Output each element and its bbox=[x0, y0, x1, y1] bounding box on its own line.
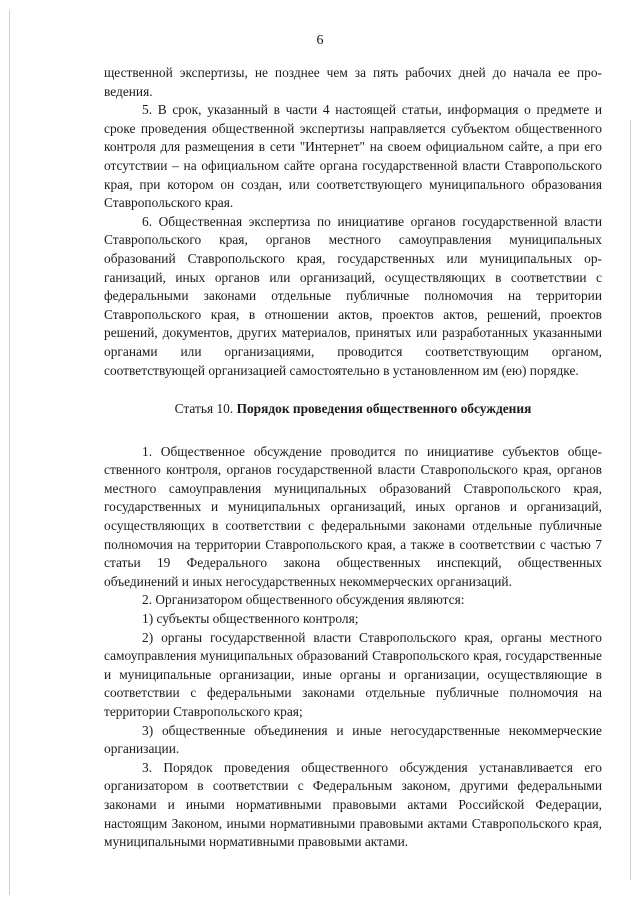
article-number: Статья 10. bbox=[174, 401, 237, 417]
article-title: Порядок проведения общественного обсуждения bbox=[236, 401, 532, 417]
list-item-10-2-2: 2) органы государственной власти Ставропольского края, органы местного самоуправления муниципальных образований Ставропольского края, государственные и муниципальные организации, иные органы и организации, осуществляющие в соответствии с федеральными законами отдельные публичные полномочия на территории Ставропольского края; bbox=[104, 629, 602, 719]
list-item-10-2-3: 3) общественные объединения и иные негосударственные некоммерческие организации. bbox=[104, 722, 602, 757]
document-body bbox=[104, 64, 602, 852]
paragraph-continued: щественной экспертизы, не позднее чем за пять рабочих дней до начала ее проведения. bbox=[104, 65, 602, 99]
paragraph-9-5: 5. В срок, указанный в части 4 настоящей статьи, информация о предмете и сроке проведения общественной экспертизы направляется субъектом общественного контроля для размещения в сети "Интернет" на своем официальном сайте, а при его отсутствии – на официальном сайте органа государственной власти Ставропольского края, при котором он создан, или соответствующего муниципального образования Ставропольского края. bbox=[104, 102, 602, 211]
paragraph-10-1: 1. Общественное обсуждение проводится по инициативе субъектов общественного контроля, органов государственной власти Ставропольского края, органов местного самоуправления муниципальных образований Ставропольского края, государственных и муниципальных организаций, иных органов и организаций, осуществляющих в соответствии с федеральными законами отдельные публичные полномочия на территории Ставропольского края, а также в соответствии с частью 7 статьи 19 Федерального закона общественных инспекций, общественных объединений и иных негосударственных некоммерческих организаций. bbox=[104, 443, 602, 589]
list-item-10-2-1: 1) субъекты общественного контроля; bbox=[142, 611, 359, 627]
page-number: 6 bbox=[316, 33, 324, 48]
paragraph-9-6: 6. Общественная экспертиза по инициативе органов государственной власти Ставропольского края, органов местного самоуправления муниципальных образований Ставропольского края, государственных или муниципальных организаций, иных органов или организаций, осуществляющих в соответствии с федеральными законами отдельные публичные полномочия на территории Ставропольского края, в отношении актов, проектов актов, решений, проектов решений, документов, других материалов, принятых или разработанных указанными органами или организациями, проводится соответствующим органом, соответствующей организацией самостоятельно в установленном им (ею) порядке. bbox=[104, 213, 602, 378]
paragraph-10-3: 3. Порядок проведения общественного обсуждения устанавливается его организатором в соответствии с Федеральным законом, другими федеральными законами и иными нормативными правовыми актами Российской Федерации, настоящим Законом, иными нормативными правовыми актами Ставропольского края, муниципальными нормативными правовыми актами. bbox=[104, 759, 602, 850]
left-margin-mark bbox=[9, 10, 10, 895]
right-margin-mark bbox=[630, 120, 631, 880]
article-heading bbox=[104, 400, 602, 419]
paragraph-10-2: 2. Организатором общественного обсуждения являются: bbox=[142, 592, 465, 608]
